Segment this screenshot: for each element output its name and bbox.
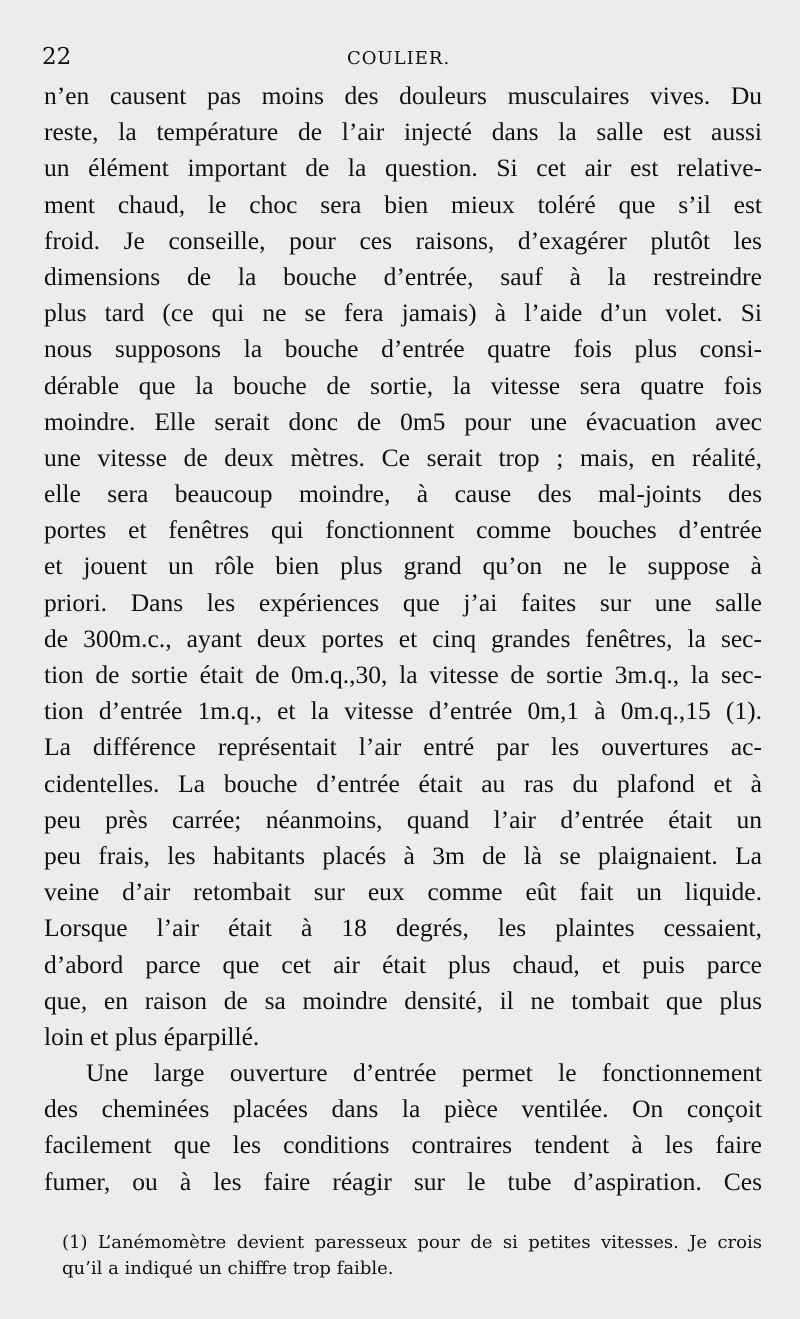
text-line: reste, la température de l’air injecté dans la salle est aussi <box>44 117 762 147</box>
body-text <box>44 78 762 1200</box>
text-line: loin et plus éparpillé. <box>44 1021 260 1051</box>
text-line: plus tard (ce qui ne se fera jamais) à l’aide d’un volet. Si <box>44 298 762 328</box>
text-line: d’abord parce que cet air était plus chaud, et puis parce <box>44 949 762 979</box>
text-line: des cheminées placées dans la pièce ventilée. On conçoit <box>44 1094 762 1124</box>
text-line: fumer, ou à les faire réagir sur le tube d’aspiration. Ces <box>44 1166 762 1196</box>
text-line: moindre. Elle serait donc de 0m5 pour une évacuation avec <box>44 406 762 436</box>
text-line: et jouent un rôle bien plus grand qu’on ne le suppose à <box>44 551 762 581</box>
text-line: peu près carrée; néanmoins, quand l’air d’entrée était un <box>44 804 762 834</box>
text-line: elle sera beaucoup moindre, à cause des mal-joints des <box>44 479 762 509</box>
footnote-line: qu’il a indiqué un chiffre trop faible. <box>62 1258 394 1279</box>
text-line: Une large ouverture d’entrée permet le fonctionnement <box>86 1058 762 1088</box>
text-line: priori. Dans les expériences que j’ai faites sur une salle <box>44 587 762 617</box>
text-line: cidentelles. La bouche d’entrée était au ras du plafond et à <box>44 768 762 798</box>
text-line: La différence représentait l’air entré par les ouvertures ac- <box>44 732 762 762</box>
page-header <box>42 44 762 74</box>
text-line: nous supposons la bouche d’entrée quatre fois plus consi- <box>44 334 762 364</box>
running-head: COULIER. <box>347 48 451 69</box>
text-line: tion de sortie était de 0m.q.,30, la vitesse de sortie 3m.q., la sec- <box>44 660 762 689</box>
text-line: de 300m.c., ayant deux portes et cinq grandes fenêtres, la sec- <box>44 623 762 653</box>
text-line: une vitesse de deux mètres. Ce serait trop ; mais, en réalité, <box>44 442 762 472</box>
text-line: dérable que la bouche de sortie, la vitesse sera quatre fois <box>44 370 762 400</box>
text-line: froid. Je conseille, pour ces raisons, d’exagérer plutôt les <box>44 225 762 255</box>
text-line: facilement que les conditions contraires tendent à les faire <box>44 1130 762 1160</box>
text-line: dimensions de la bouche d’entrée, sauf à la restreindre <box>44 261 762 291</box>
text-line: n’en causent pas moins des douleurs musculaires vives. Du <box>44 81 762 110</box>
footnote <box>62 1230 762 1282</box>
text-line: ment chaud, le choc sera bien mieux toléré que s’il est <box>44 189 762 219</box>
text-line: que, en raison de sa moindre densité, il ne tombait que plus <box>44 985 762 1015</box>
footnote-line: (1) L’anémomètre devient paresseux pour de si petites vitesses. Je crois <box>62 1232 762 1253</box>
text-line: tion d’entrée 1m.q., et la vitesse d’entrée 0m,1 à 0m.q.,15 (1). <box>44 696 762 726</box>
text-line: un élément important de la question. Si cet air est relative- <box>44 153 762 183</box>
text-line: peu frais, les habitants placés à 3m de là se plaignaient. La <box>44 840 762 870</box>
text-line: Lorsque l’air était à 18 degrés, les plaintes cessaient, <box>44 913 762 943</box>
text-line: veine d’air retombait sur eux comme eût fait un liquide. <box>44 877 762 907</box>
text-line: portes et fenêtres qui fonctionnent comme bouches d’entrée <box>44 515 762 545</box>
page-number: 22 <box>42 44 72 70</box>
